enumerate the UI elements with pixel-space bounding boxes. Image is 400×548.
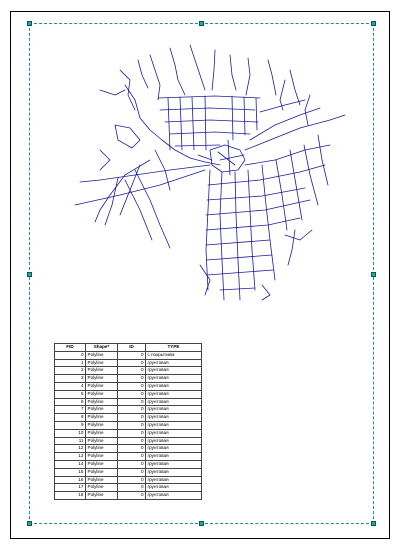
cell-shape: Polyline: [86, 429, 118, 437]
cell-id: 0: [118, 445, 146, 453]
cell-type: грунтовая: [146, 484, 202, 492]
road-segment: [115, 125, 140, 148]
cell-fid: 1: [55, 359, 86, 367]
road-segment: [165, 120, 258, 122]
road-segment: [260, 100, 305, 112]
attribute-table: [54, 343, 202, 500]
table-row: [55, 445, 202, 453]
road-segment: [120, 70, 135, 110]
cell-id: 0: [118, 367, 146, 375]
road-segment: [170, 48, 185, 95]
cell-id: 0: [118, 375, 146, 383]
road-segment: [232, 96, 233, 140]
cell-id: 0: [118, 351, 146, 359]
cell-fid: 3: [55, 375, 86, 383]
column-header-shape: Shape*: [86, 344, 118, 352]
cell-id: 0: [118, 437, 146, 445]
road-segment: [250, 108, 320, 140]
cell-shape: Polyline: [86, 375, 118, 383]
cell-fid: 8: [55, 414, 86, 422]
cell-fid: 17: [55, 484, 86, 492]
road-segment: [75, 170, 205, 205]
cell-type: грунтовая: [146, 460, 202, 468]
road-segment: [220, 155, 244, 160]
road-segment: [212, 50, 215, 90]
table-header-row: [55, 344, 202, 352]
road-segment: [198, 155, 212, 160]
table-row: [55, 398, 202, 406]
road-segment: [200, 265, 210, 295]
road-segment: [220, 172, 224, 300]
cell-id: 0: [118, 390, 146, 398]
cell-fid: 0: [55, 351, 86, 359]
road-segment: [207, 188, 305, 200]
cell-shape: Polyline: [86, 468, 118, 476]
road-segment: [244, 97, 245, 135]
cell-fid: 10: [55, 429, 86, 437]
cell-id: 0: [118, 468, 146, 476]
column-header-id: ID: [118, 344, 146, 352]
cell-shape: Polyline: [86, 453, 118, 461]
cell-shape: Polyline: [86, 351, 118, 359]
road-segment: [105, 178, 118, 225]
cell-type: грунтовая: [146, 437, 202, 445]
cell-id: 0: [118, 476, 146, 484]
table-row: [55, 453, 202, 461]
table-row: [55, 476, 202, 484]
cell-fid: 6: [55, 398, 86, 406]
cell-id: 0: [118, 414, 146, 422]
road-segment: [228, 140, 230, 175]
road-segment: [168, 98, 170, 150]
table-row: [55, 375, 202, 383]
cell-type: грунтовая: [146, 375, 202, 383]
road-segment: [304, 145, 318, 205]
table-row: [55, 351, 202, 359]
cell-shape: Polyline: [86, 484, 118, 492]
road-segment: [245, 145, 330, 165]
cell-fid: 11: [55, 437, 86, 445]
road-segment: [207, 270, 273, 275]
cell-type: грунтовая: [146, 445, 202, 453]
cell-type: с покрытием: [146, 351, 202, 359]
cell-id: 0: [118, 406, 146, 414]
road-segment: [125, 180, 152, 240]
table-row: [55, 414, 202, 422]
road-segment: [246, 58, 250, 95]
cell-fid: 5: [55, 390, 86, 398]
road-segment: [290, 150, 302, 220]
table-row: [55, 468, 202, 476]
road-segment: [135, 170, 170, 248]
cell-id: 0: [118, 453, 146, 461]
road-segment: [235, 172, 240, 300]
cell-id: 0: [118, 484, 146, 492]
cell-shape: Polyline: [86, 437, 118, 445]
road-segment: [160, 108, 255, 110]
cell-fid: 9: [55, 421, 86, 429]
road-segment: [206, 200, 310, 215]
road-segment: [170, 132, 250, 134]
table-row: [55, 437, 202, 445]
road-segment: [230, 55, 236, 90]
road-segment: [100, 90, 125, 95]
column-header-type: TYPE: [146, 344, 202, 352]
cell-type: грунтовая: [146, 382, 202, 390]
cell-fid: 4: [55, 382, 86, 390]
cell-type: грунтовая: [146, 453, 202, 461]
table-row: [55, 406, 202, 414]
cell-fid: 14: [55, 460, 86, 468]
cell-type: грунтовая: [146, 468, 202, 476]
table-row: [55, 382, 202, 390]
cell-type: грунтовая: [146, 421, 202, 429]
road-segment: [95, 160, 150, 222]
cell-type: грунтовая: [146, 414, 202, 422]
table-row: [55, 484, 202, 492]
cell-shape: Polyline: [86, 421, 118, 429]
column-header-fid: FID: [55, 344, 86, 352]
road-segment: [262, 165, 275, 280]
cell-shape: Polyline: [86, 406, 118, 414]
road-segment: [220, 288, 255, 290]
cell-id: 0: [118, 359, 146, 367]
cell-fid: 2: [55, 367, 86, 375]
road-segment: [318, 135, 328, 185]
cell-type: грунтовая: [146, 390, 202, 398]
cell-shape: Polyline: [86, 398, 118, 406]
cell-id: 0: [118, 429, 146, 437]
cell-type: грунтовая: [146, 492, 202, 500]
cell-type: грунтовая: [146, 476, 202, 484]
road-segment: [276, 160, 287, 230]
road-segment: [262, 285, 270, 300]
road-segment: [158, 96, 260, 98]
road-segment: [290, 70, 300, 105]
table-row: [55, 367, 202, 375]
cell-fid: 16: [55, 476, 86, 484]
cell-type: грунтовая: [146, 367, 202, 375]
cell-shape: Polyline: [86, 492, 118, 500]
cell-fid: 18: [55, 492, 86, 500]
cell-type: грунтовая: [146, 398, 202, 406]
cell-type: грунтовая: [146, 429, 202, 437]
table-row: [55, 390, 202, 398]
cell-shape: Polyline: [86, 390, 118, 398]
cell-id: 0: [118, 398, 146, 406]
cell-type: грунтовая: [146, 406, 202, 414]
cell-id: 0: [118, 492, 146, 500]
cell-fid: 13: [55, 453, 86, 461]
cell-shape: Polyline: [86, 382, 118, 390]
road-segment: [138, 60, 148, 88]
cell-id: 0: [118, 460, 146, 468]
road-segment: [180, 97, 182, 150]
cell-type: грунтовая: [146, 359, 202, 367]
road-segment: [285, 230, 312, 240]
table-row: [55, 429, 202, 437]
cell-shape: Polyline: [86, 367, 118, 375]
cell-fid: 15: [55, 468, 86, 476]
table-row: [55, 492, 202, 500]
cell-shape: Polyline: [86, 476, 118, 484]
road-segment: [205, 96, 206, 150]
table-row: [55, 421, 202, 429]
road-segment: [150, 55, 160, 100]
cell-id: 0: [118, 382, 146, 390]
road-segment: [305, 95, 310, 125]
road-segment: [256, 98, 257, 130]
cell-shape: Polyline: [86, 460, 118, 468]
table-row: [55, 460, 202, 468]
cell-fid: 12: [55, 445, 86, 453]
road-segment: [206, 240, 270, 245]
road-segment: [288, 230, 295, 265]
road-segment: [268, 60, 276, 95]
road-segment: [207, 255, 272, 260]
cell-shape: Polyline: [86, 359, 118, 367]
road-segment: [192, 97, 194, 150]
road-segment: [190, 45, 205, 90]
road-segment: [80, 165, 210, 182]
cell-fid: 7: [55, 406, 86, 414]
cell-shape: Polyline: [86, 414, 118, 422]
road-segment: [208, 165, 325, 185]
road-segment: [100, 150, 110, 170]
table-row: [55, 359, 202, 367]
cell-id: 0: [118, 421, 146, 429]
cell-shape: Polyline: [86, 445, 118, 453]
